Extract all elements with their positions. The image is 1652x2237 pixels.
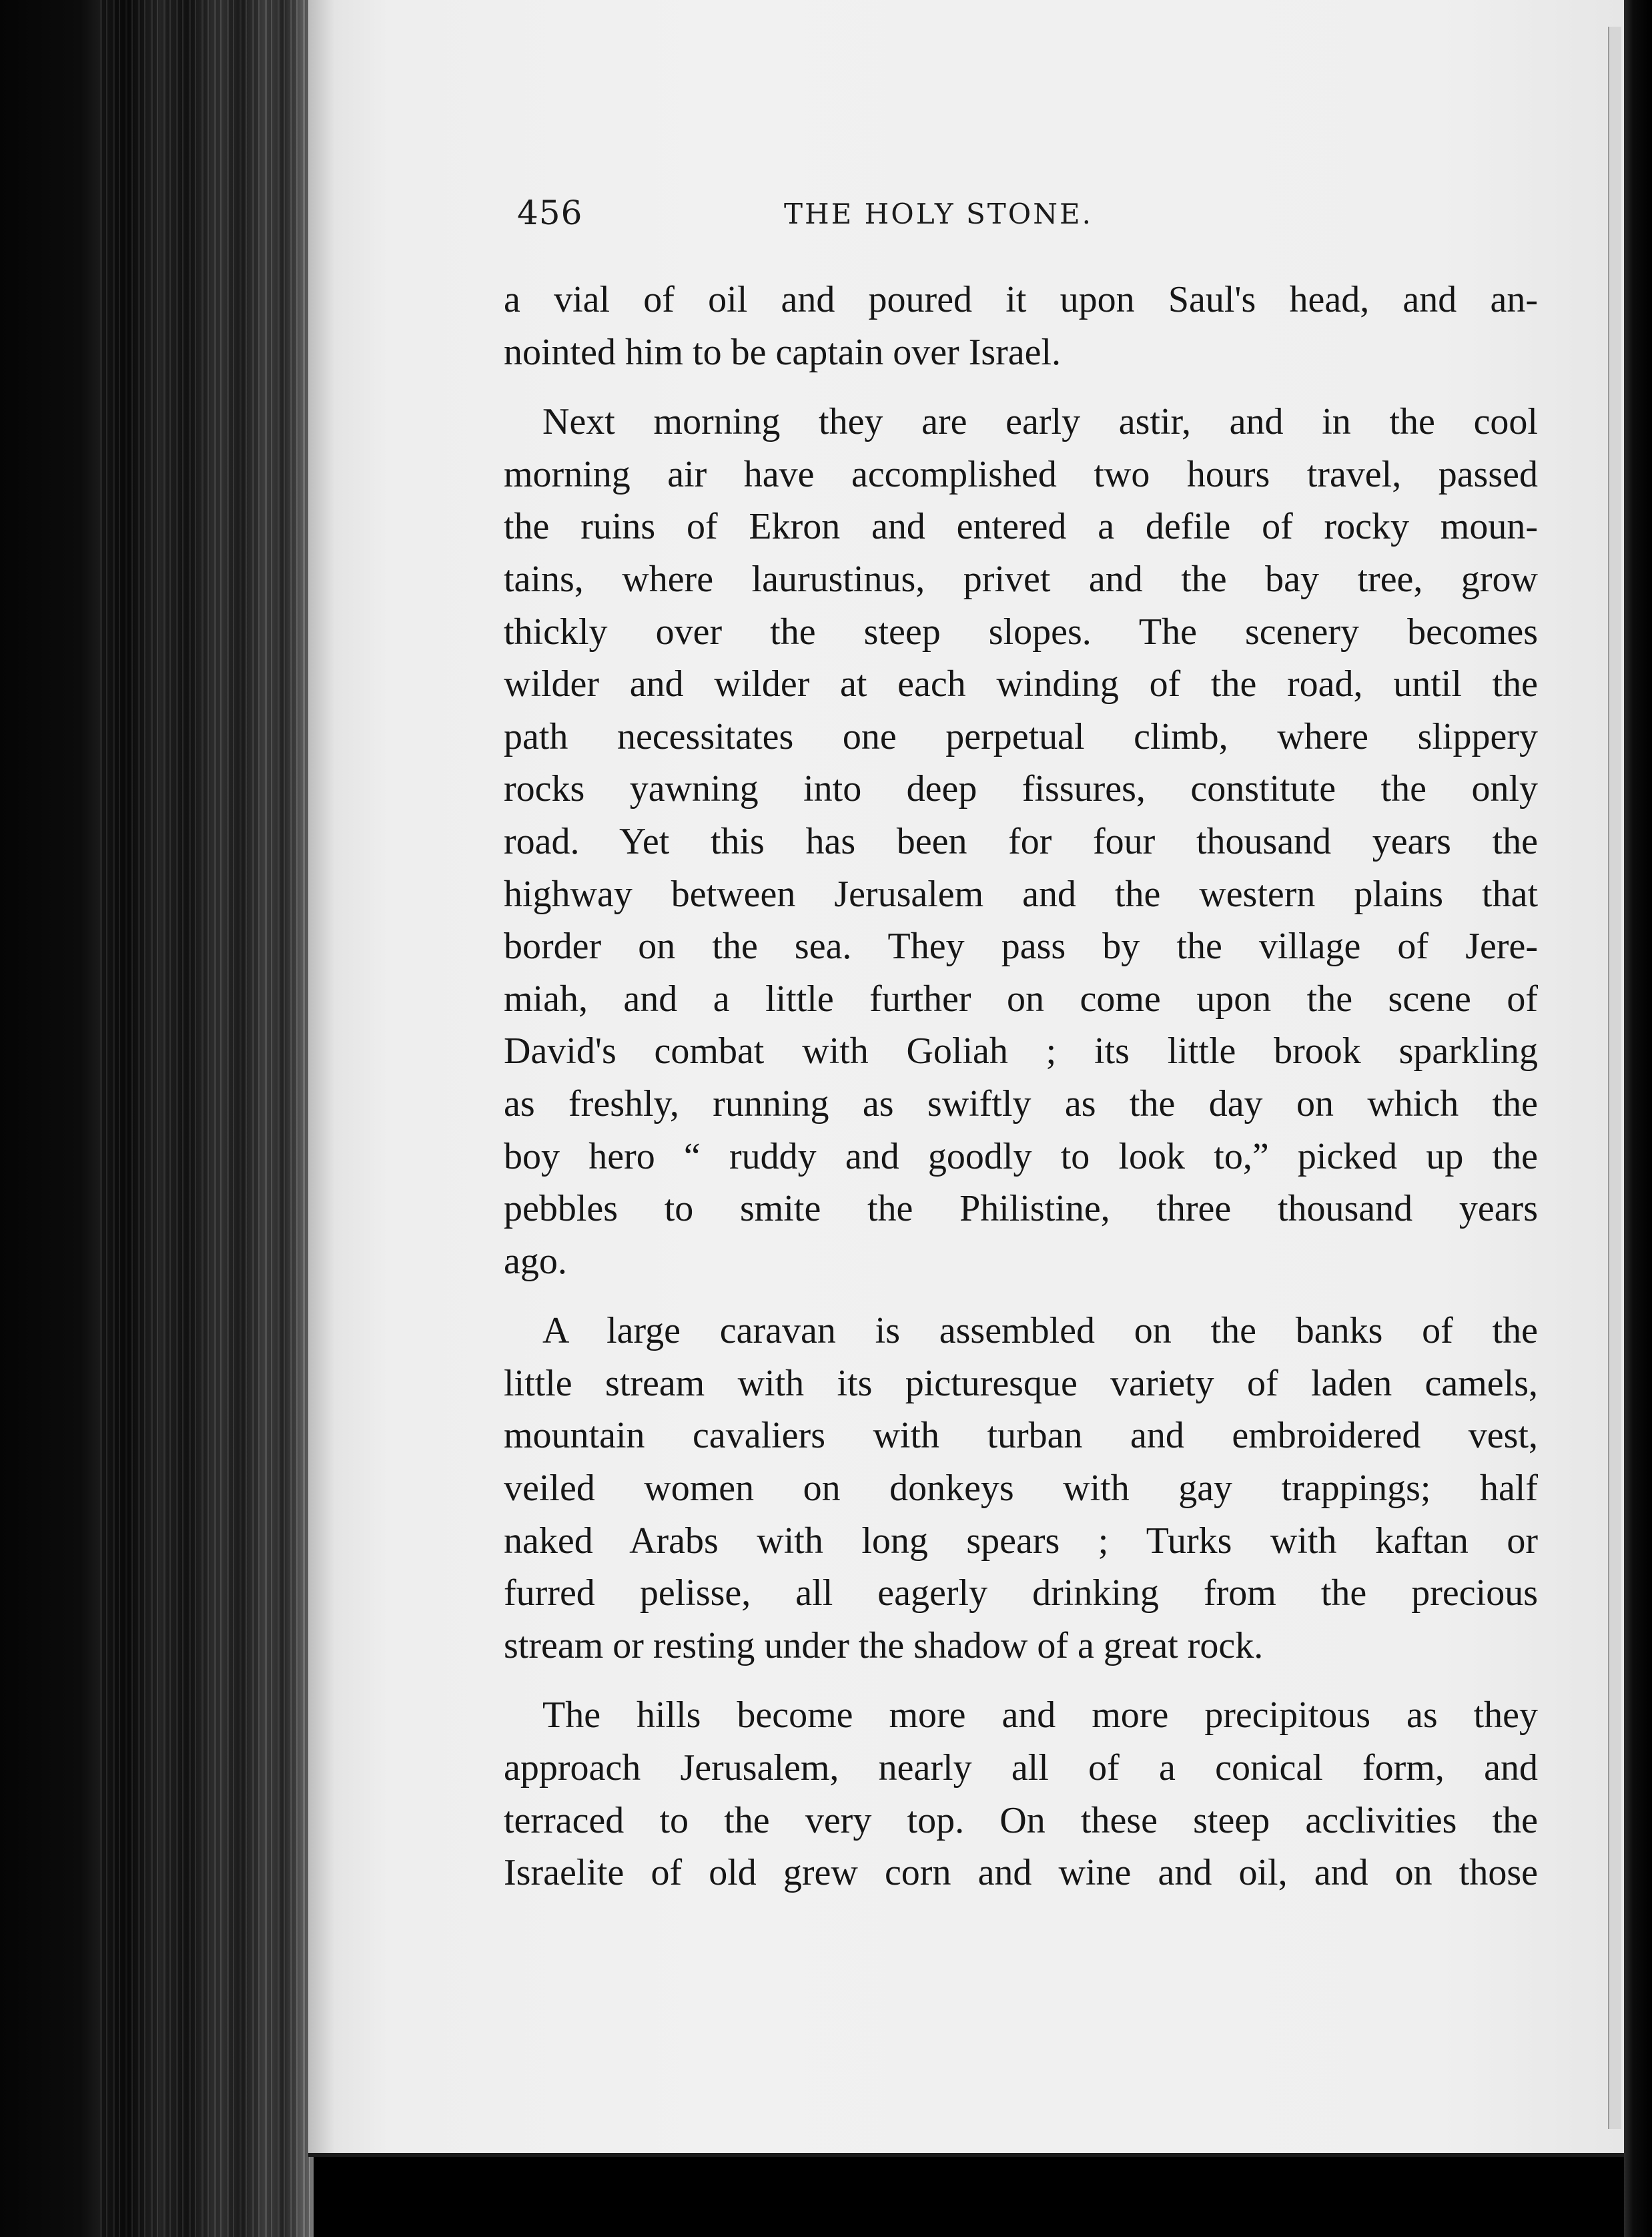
paragraph-3 bbox=[504, 1305, 1538, 1672]
text-line: ago. bbox=[504, 1240, 567, 1282]
text-line: rocks yawning into deep fissures, constitute the only bbox=[504, 768, 1538, 810]
text-line: The hills become more and more precipitous as they bbox=[542, 1694, 1538, 1736]
paragraph-2 bbox=[504, 396, 1538, 1287]
text-line: wilder and wilder at each winding of the road, until the bbox=[504, 663, 1538, 705]
text-line: approach Jerusalem, nearly all of a conical form, and bbox=[504, 1747, 1538, 1789]
text-line: thickly over the steep slopes. The scenery becomes bbox=[504, 611, 1538, 653]
text-line: Next morning they are early astir, and in the cool bbox=[542, 401, 1538, 443]
text-line: border on the sea. They pass by the village of Jere- bbox=[504, 926, 1538, 968]
text-line: veiled women on donkeys with gay trappings; half bbox=[504, 1468, 1538, 1510]
text-line: little stream with its picturesque variety of laden camels, bbox=[504, 1362, 1538, 1404]
text-line: as freshly, running as swiftly as the day on which the bbox=[504, 1082, 1538, 1125]
text-line: road. Yet this has been for four thousand years the bbox=[504, 820, 1538, 862]
text-line: boy hero “ ruddy and goodly to look to,” picked up the bbox=[504, 1135, 1538, 1177]
paragraph-1 bbox=[504, 274, 1538, 378]
text-line: pebbles to smite the Philistine, three thousand years bbox=[504, 1188, 1538, 1230]
page-header bbox=[517, 194, 1551, 254]
page-number: 456 bbox=[517, 194, 583, 232]
text-line: a vial of oil and poured it upon Saul's head, and an- bbox=[504, 279, 1538, 320]
text-line: highway between Jerusalem and the western plains that bbox=[504, 873, 1538, 915]
text-line: furred pelisse, all eagerly drinking from the precious bbox=[504, 1572, 1538, 1614]
text-line: stream or resting under the shadow of a great rock. bbox=[504, 1624, 1264, 1666]
next-page-edge bbox=[1608, 27, 1621, 2129]
text-line: nointed him to be captain over Israel. bbox=[504, 331, 1062, 373]
text-line: miah, and a little further on come upon the scene of bbox=[504, 978, 1538, 1020]
text-line: terraced to the very top. On these steep acclivities the bbox=[504, 1799, 1538, 1841]
text-line: tains, where laurustinus, privet and the bay tree, grow bbox=[504, 558, 1538, 600]
scan-border-right bbox=[1624, 0, 1652, 2237]
body-text bbox=[504, 274, 1538, 1899]
gutter-shadow bbox=[100, 0, 314, 2237]
text-line: Israelite of old grew corn and wine and oil, and on those bbox=[504, 1852, 1538, 1894]
text-line: David's combat with Goliah ; its little brook sparkling bbox=[504, 1030, 1538, 1072]
text-line: the ruins of Ekron and entered a defile of rocky moun- bbox=[504, 506, 1538, 548]
text-line: naked Arabs with long spears ; Turks with kaftan or bbox=[504, 1520, 1538, 1562]
text-line: A large caravan is assembled on the banks of the bbox=[542, 1310, 1538, 1352]
text-line: path necessitates one perpetual climb, where slippery bbox=[504, 715, 1538, 757]
running-head: THE HOLY STONE. bbox=[784, 198, 1093, 230]
text-line: mountain cavaliers with turban and embroidered vest, bbox=[504, 1415, 1538, 1457]
paragraph-4 bbox=[504, 1689, 1538, 1899]
text-line: morning air have accomplished two hours travel, passed bbox=[504, 453, 1538, 495]
